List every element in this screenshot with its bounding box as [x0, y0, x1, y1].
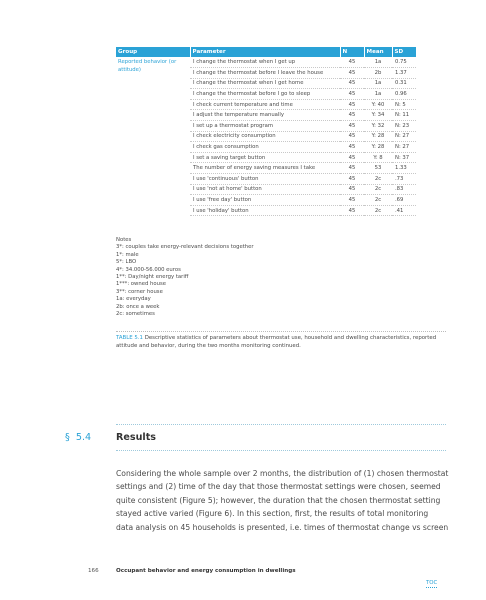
cell-mean: Y: 32 — [364, 121, 392, 132]
cell-sd: N: 23 — [392, 121, 416, 132]
cell-n: 45 — [340, 68, 364, 79]
table-body — [116, 57, 416, 216]
cell-mean: 1a — [364, 78, 392, 89]
note-item: 2c: sometimes — [116, 311, 155, 318]
cell-parameter: I check electricity consumption — [190, 131, 340, 142]
cell-mean: Y: 28 — [364, 142, 392, 153]
cell-mean: Y: 28 — [364, 131, 392, 142]
cell-parameter: I set up a thermostat program — [190, 121, 340, 132]
note-item: 1*: male — [116, 251, 139, 258]
body-line: Considering the whole sample over 2 months, the distribution of (1) chosen thermostat — [116, 469, 449, 478]
table-row — [116, 57, 416, 68]
cell-sd: .69 — [392, 195, 416, 206]
notes-heading: Notes — [116, 237, 132, 243]
cell-sd: N: 27 — [392, 131, 416, 142]
section-title: Results — [116, 432, 157, 443]
note-item: 3**: corner house — [116, 288, 163, 295]
body-line: data analysis on 45 households is presented, i.e. times of thermostat change vs screen — [116, 522, 449, 532]
body-line: quite consistent (Figure 5); however, the duration that the chosen thermostat setting — [116, 495, 441, 505]
header-group: Group — [116, 47, 190, 57]
caption-label: TABLE 5.1 — [116, 335, 143, 341]
cell-mean: 53 — [364, 163, 392, 174]
cell-sd: 0.75 — [392, 57, 416, 68]
cell-n: 45 — [340, 205, 364, 216]
cell-mean: 2b — [364, 68, 392, 79]
cell-parameter: I use 'continuous' button — [190, 174, 340, 185]
note-item: 1**: Day/night energy tariff — [116, 274, 189, 281]
header-parameter: Parameter — [190, 47, 340, 57]
cell-mean: 2c — [364, 184, 392, 195]
cell-sd: .73 — [392, 174, 416, 185]
cell-n: 45 — [340, 142, 364, 153]
cell-mean: 1a — [364, 89, 392, 100]
cell-parameter: I set a saving target button — [190, 152, 340, 163]
caption-divider — [116, 331, 446, 332]
cell-parameter: I adjust the temperature manually — [190, 110, 340, 121]
cell-sd: N: 27 — [392, 142, 416, 153]
toc-link[interactable]: TOC — [426, 580, 438, 586]
group-label: Reported behavior (or attitude) — [118, 59, 177, 73]
statistics-table — [116, 47, 416, 216]
header-n: N — [340, 47, 364, 57]
header-sd: SD — [392, 47, 416, 57]
cell-n: 45 — [340, 174, 364, 185]
cell-sd: .83 — [392, 184, 416, 195]
cell-mean: Y: 8 — [364, 152, 392, 163]
cell-sd: N: 11 — [392, 110, 416, 121]
note-item: 5*: LBO — [116, 259, 137, 266]
cell-n: 45 — [340, 110, 364, 121]
cell-mean: 2c — [364, 205, 392, 216]
cell-mean: 2c — [364, 174, 392, 185]
cell-n: 45 — [340, 89, 364, 100]
cell-n: 45 — [340, 163, 364, 174]
cell-sd: 0.96 — [392, 89, 416, 100]
cell-parameter: I use 'free day' button — [190, 195, 340, 206]
cell-sd: N: 5 — [392, 99, 416, 110]
cell-parameter: The number of energy saving measures I take — [190, 163, 340, 174]
cell-parameter: I use 'not at home' button — [190, 184, 340, 195]
cell-sd: .41 — [392, 205, 416, 216]
body-line: settings and (2) time of the day that those thermostat settings were chosen, seemed — [116, 482, 441, 492]
cell-n: 45 — [340, 184, 364, 195]
note-item: 1***: owned house — [116, 281, 166, 288]
body-line: stayed active varied (Figure 6). In this section, first, the results of total monitoring — [116, 509, 429, 519]
cell-parameter: I change the thermostat before I leave the house — [190, 68, 340, 79]
cell-n: 45 — [340, 78, 364, 89]
cell-mean: Y: 34 — [364, 110, 392, 121]
caption-text: Descriptive statistics of parameters about thermostat use, household and dwelling characteristics, reported attitude and behavior, during the two months monitoring continued. — [116, 335, 437, 349]
cell-n: 45 — [340, 57, 364, 68]
table-caption — [116, 335, 446, 350]
header-mean: Mean — [364, 47, 392, 57]
cell-parameter: I change the thermostat when I get up — [190, 57, 340, 68]
cell-n: 45 — [340, 99, 364, 110]
cell-parameter: I check gas consumption — [190, 142, 340, 153]
note-item: 2b: once a week — [116, 303, 160, 310]
cell-n: 45 — [340, 121, 364, 132]
section-rule-top — [116, 424, 446, 425]
cell-sd: 1.33 — [392, 163, 416, 174]
cell-n: 45 — [340, 152, 364, 163]
section-symbol: § — [65, 432, 70, 443]
note-item: 4*: 34.000-56.000 euros — [116, 266, 181, 273]
cell-mean: 2c — [364, 195, 392, 206]
cell-parameter: I use 'holiday' button — [190, 205, 340, 216]
cell-sd: 0.31 — [392, 78, 416, 89]
cell-sd: 1.37 — [392, 68, 416, 79]
section-number-value: 5.4 — [75, 432, 92, 443]
cell-mean: Y: 40 — [364, 99, 392, 110]
section-number — [65, 432, 91, 443]
cell-parameter: I change the thermostat when I get home — [190, 78, 340, 89]
section-rule-bottom — [116, 450, 446, 451]
cell-n: 45 — [340, 131, 364, 142]
note-item: 1a: everyday — [116, 296, 151, 303]
running-title: Occupant behavior and energy consumption in dwellings — [116, 568, 296, 574]
note-item: 3*: couples take energy-relevant decisions together — [116, 244, 254, 251]
page-number: 166 — [88, 568, 99, 574]
table-header-row — [116, 47, 416, 57]
cell-n: 45 — [340, 195, 364, 206]
cell-mean: 1a — [364, 57, 392, 68]
cell-parameter: I change the thermostat before I go to sleep — [190, 89, 340, 100]
body-paragraph — [116, 467, 449, 534]
cell-parameter: I check current temperature and time — [190, 99, 340, 110]
cell-sd: N: 37 — [392, 152, 416, 163]
table-notes — [116, 237, 254, 318]
